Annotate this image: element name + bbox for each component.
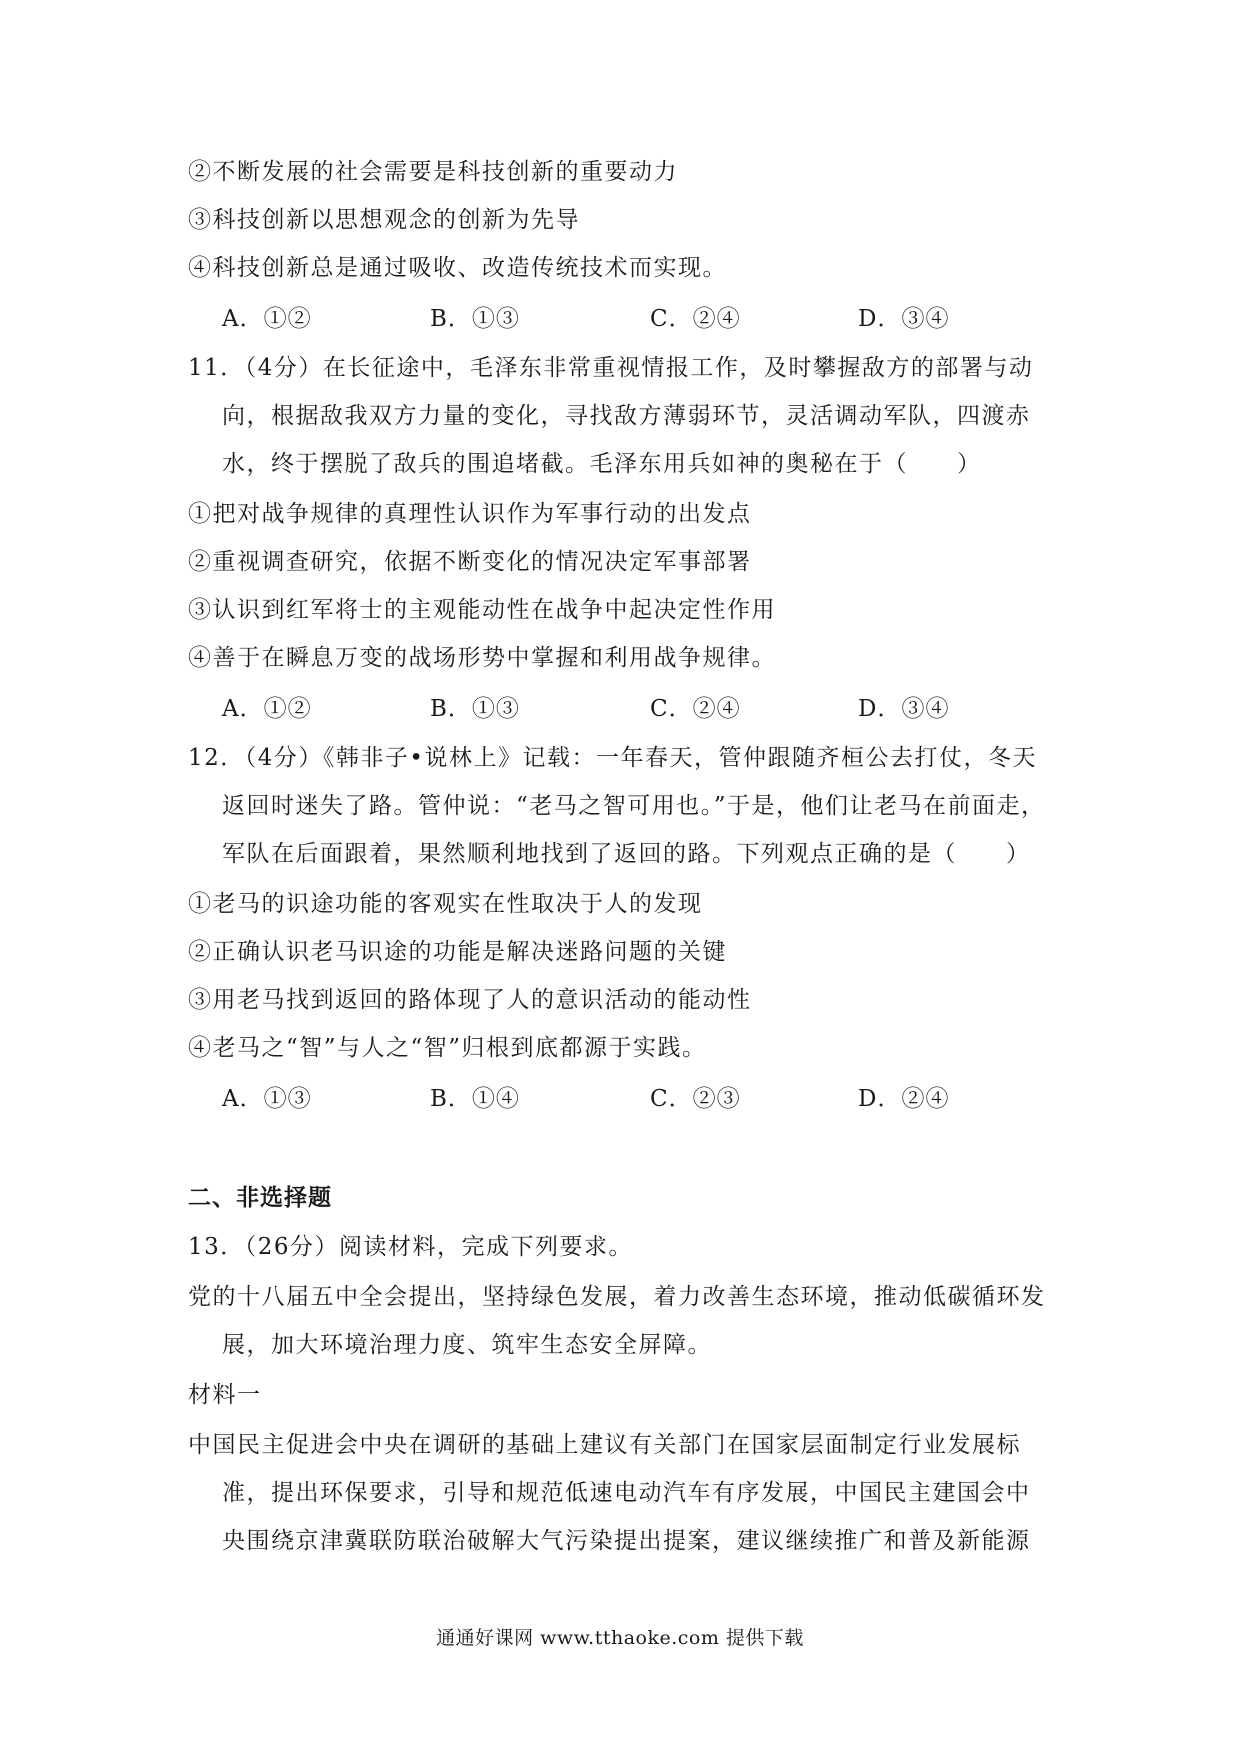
- q12-statement-2: ②正确认识老马识途的功能是解决迷路问题的关键: [188, 939, 727, 965]
- q10-options: [222, 304, 972, 334]
- q13-intro-line-2: 展，加大环境治理力度、筑牢生态安全屏障。: [222, 1332, 712, 1358]
- q11-statement-1: ①把对战争规律的真理性认识作为军事行动的出发点: [188, 501, 752, 527]
- q11-option-b: B．①③: [430, 696, 520, 722]
- q12-option-b: B．①④: [430, 1086, 520, 1112]
- q11-option-c: C．②④: [650, 696, 741, 722]
- q11-statement-4: ④善于在瞬息万变的战场形势中掌握和利用战争规律。: [188, 645, 776, 671]
- q10-option-d: D．③④: [858, 306, 950, 332]
- q10-option-b: B．①③: [430, 306, 520, 332]
- q10-statement-4: ④科技创新总是通过吸收、改造传统技术而实现。: [188, 255, 727, 281]
- q12-option-a: A．①③: [222, 1086, 312, 1112]
- page-footer: 通通好课网 www.tthaoke.com 提供下载: [436, 1627, 804, 1649]
- q12-options: [222, 1084, 972, 1114]
- q13-material-label: 材料一: [188, 1382, 262, 1408]
- q12-option-c: C．②③: [650, 1086, 741, 1112]
- q11-stem-line-1: 11．（4分）在长征途中，毛泽东非常重视情报工作，及时攀握敌方的部署与动: [188, 355, 1034, 381]
- q11-option-a: A．①②: [222, 696, 312, 722]
- q13-material-line-1: 中国民主促进会中央在调研的基础上建议有关部门在国家层面制定行业发展标: [188, 1432, 1021, 1458]
- q12-stem-line-1: 12．（4分）《韩非子•说林上》记载：一年春天，管仲跟随齐桓公去打仗，冬天: [188, 745, 1037, 771]
- q12-statement-4: ④老马之“智”与人之“智”归根到底都源于实践。: [188, 1035, 707, 1061]
- q13-material-line-2: 准，提出环保要求，引导和规范低速电动汽车有序发展，中国民主建国会中: [222, 1480, 1031, 1506]
- q10-statement-3: ③科技创新以思想观念的创新为先导: [188, 207, 580, 233]
- q11-stem-line-2: 向，根据敌我双方力量的变化，寻找敌方薄弱环节，灵活调动军队，四渡赤: [222, 403, 1031, 429]
- q13-material-line-3: 央围绕京津冀联防联治破解大气污染提出提案，建议继续推广和普及新能源: [222, 1528, 1031, 1554]
- section-title: 二、非选择题: [188, 1185, 332, 1211]
- q10-option-a: A．①②: [222, 306, 312, 332]
- q12-statement-3: ③用老马找到返回的路体现了人的意识活动的能动性: [188, 987, 752, 1013]
- q13-intro-line-1: 党的十八届五中全会提出，坚持绿色发展，着力改善生态环境，推动低碳循环发: [188, 1284, 1046, 1310]
- q12-statement-1: ①老马的识途功能的客观实在性取决于人的发现: [188, 891, 703, 917]
- q10-option-c: C．②④: [650, 306, 741, 332]
- q12-stem-line-2: 返回时迷失了路。管仲说：“老马之智可用也。”于是，他们让老马在前面走，: [222, 793, 1046, 819]
- q10-statement-2: ②不断发展的社会需要是科技创新的重要动力: [188, 159, 678, 185]
- q12-option-d: D．②④: [858, 1086, 950, 1112]
- q13-stem: 13．（26分）阅读材料，完成下列要求。: [188, 1234, 634, 1260]
- q11-statement-2: ②重视调查研究，依据不断变化的情况决定军事部署: [188, 549, 752, 575]
- q11-options: [222, 694, 972, 724]
- q11-option-d: D．③④: [858, 696, 950, 722]
- q12-stem-line-3: 军队在后面跟着，果然顺利地找到了返回的路。下列观点正确的是（ ）: [222, 841, 1031, 867]
- q11-stem-line-3: 水，终于摆脱了敌兵的围追堵截。毛泽东用兵如神的奥秘在于（ ）: [222, 451, 982, 477]
- q11-statement-3: ③认识到红军将士的主观能动性在战争中起决定性作用: [188, 597, 776, 623]
